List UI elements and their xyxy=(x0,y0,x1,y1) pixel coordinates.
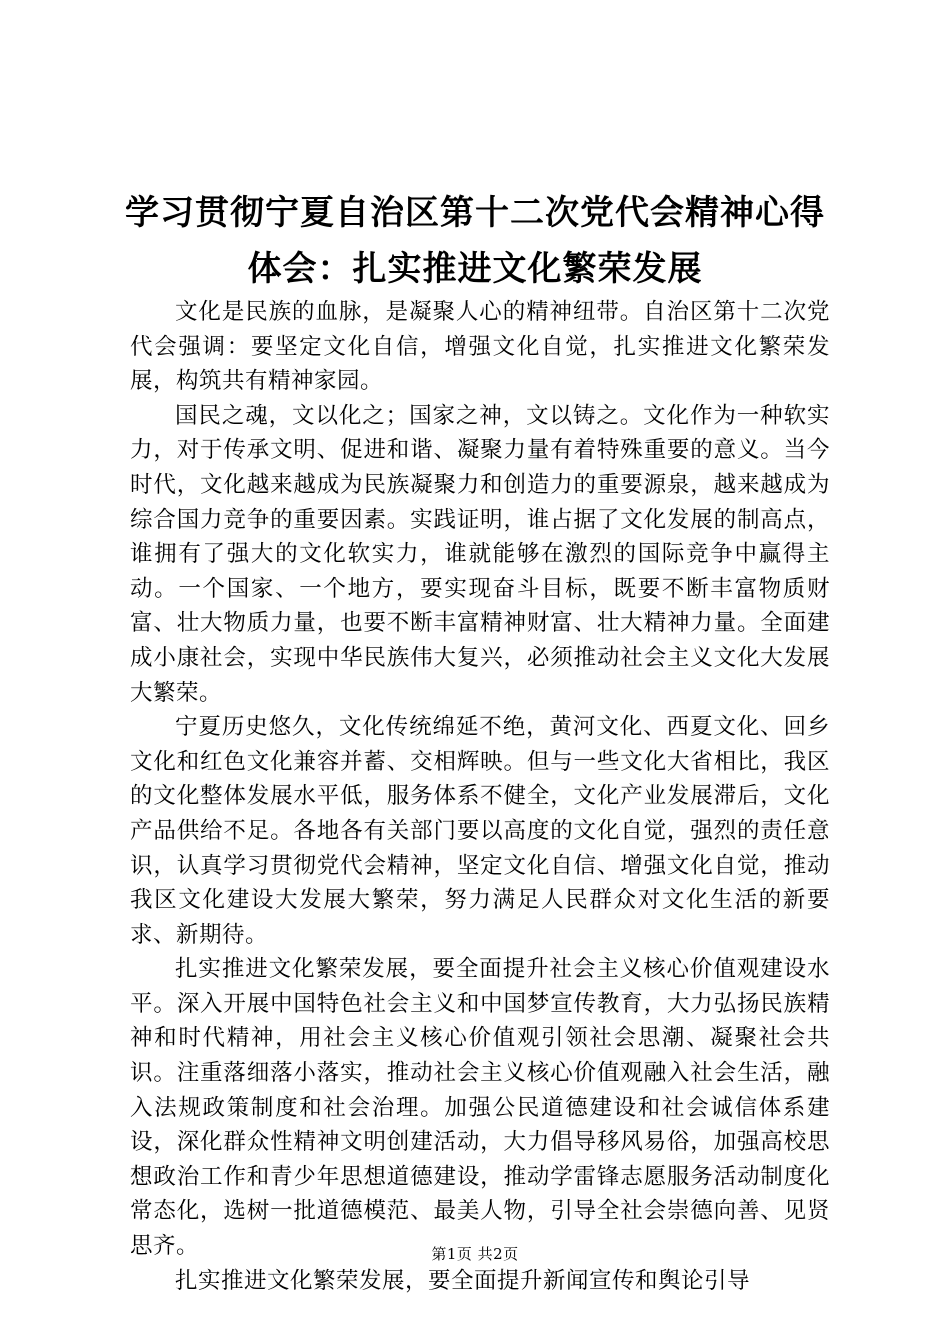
paragraph-1: 文化是民族的血脉，是凝聚人心的精神纽带。自治区第十二次党代会强调：要坚定文化自信，增强文化自觉，扎实推进文化繁荣发展，构筑共有精神家园。 xyxy=(130,299,830,395)
page-footer: 第1页 共2页 xyxy=(431,1245,519,1263)
paragraph-3: 宁夏历史悠久，文化传统绵延不绝，黄河文化、西夏文化、回乡文化和红色文化兼容并蓄、交相辉映。但与一些文化大省相比，我区的文化整体发展水平低，服务体系不健全，文化产业发展滞后，文化产品供给不足。各地各有关部门要以高度的文化自觉，强烈的责任意识，认真学习贯彻党代会精神，坚定文化自信、增强文化自觉，推动我区文化建设大发展大繁荣，努力满足人民群众对文化生活的新要求、新期待。 xyxy=(130,714,830,948)
paragraph-4: 扎实推进文化繁荣发展，要全面提升社会主义核心价值观建设水平。深入开展中国特色社会主义和中国梦宣传教育，大力弘扬民族精神和时代精神，用社会主义核心价值观引领社会思潮、凝聚社会共识。注重落细落小落实，推动社会主义核心价值观融入社会生活，融入法规政策制度和社会治理。加强公民道德建设和社会诚信体系建设，深化群众性精神文明创建活动，大力倡导移风易俗，加强高校思想政治工作和青少年思想道德建设，推动学雷锋志愿服务活动制度化常态化，选树一批道德模范、最美人物，引导全社会崇德向善、见贤思齐。 xyxy=(130,956,830,1260)
document-title xyxy=(110,185,840,297)
title-line-2: 体会：扎实推进文化繁荣发展 xyxy=(247,249,703,289)
document-body xyxy=(130,295,830,1298)
paragraph-5: 扎实推进文化繁荣发展，要全面提升新闻宣传和舆论引导 xyxy=(175,1267,751,1294)
title-line-1: 学习贯彻宁夏自治区第十二次党代会精神心得 xyxy=(125,193,825,233)
paragraph-2: 国民之魂，文以化之；国家之神，文以铸之。文化作为一种软实力，对于传承文明、促进和谐、凝聚力量有着特殊重要的意义。当今时代，文化越来越成为民族凝聚力和创造力的重要源泉，越来越成为综合国力竞争的重要因素。实践证明，谁占据了文化发展的制高点，谁拥有了强大的文化软实力，谁就能够在激烈的国际竞争中赢得主动。一个国家、一个地方，要实现奋斗目标，既要不断丰富物质财富、壮大物质力量，也要不断丰富精神财富、壮大精神力量。全面建成小康社会，实现中华民族伟大复兴，必须推动社会主义文化大发展大繁荣。 xyxy=(130,402,830,706)
